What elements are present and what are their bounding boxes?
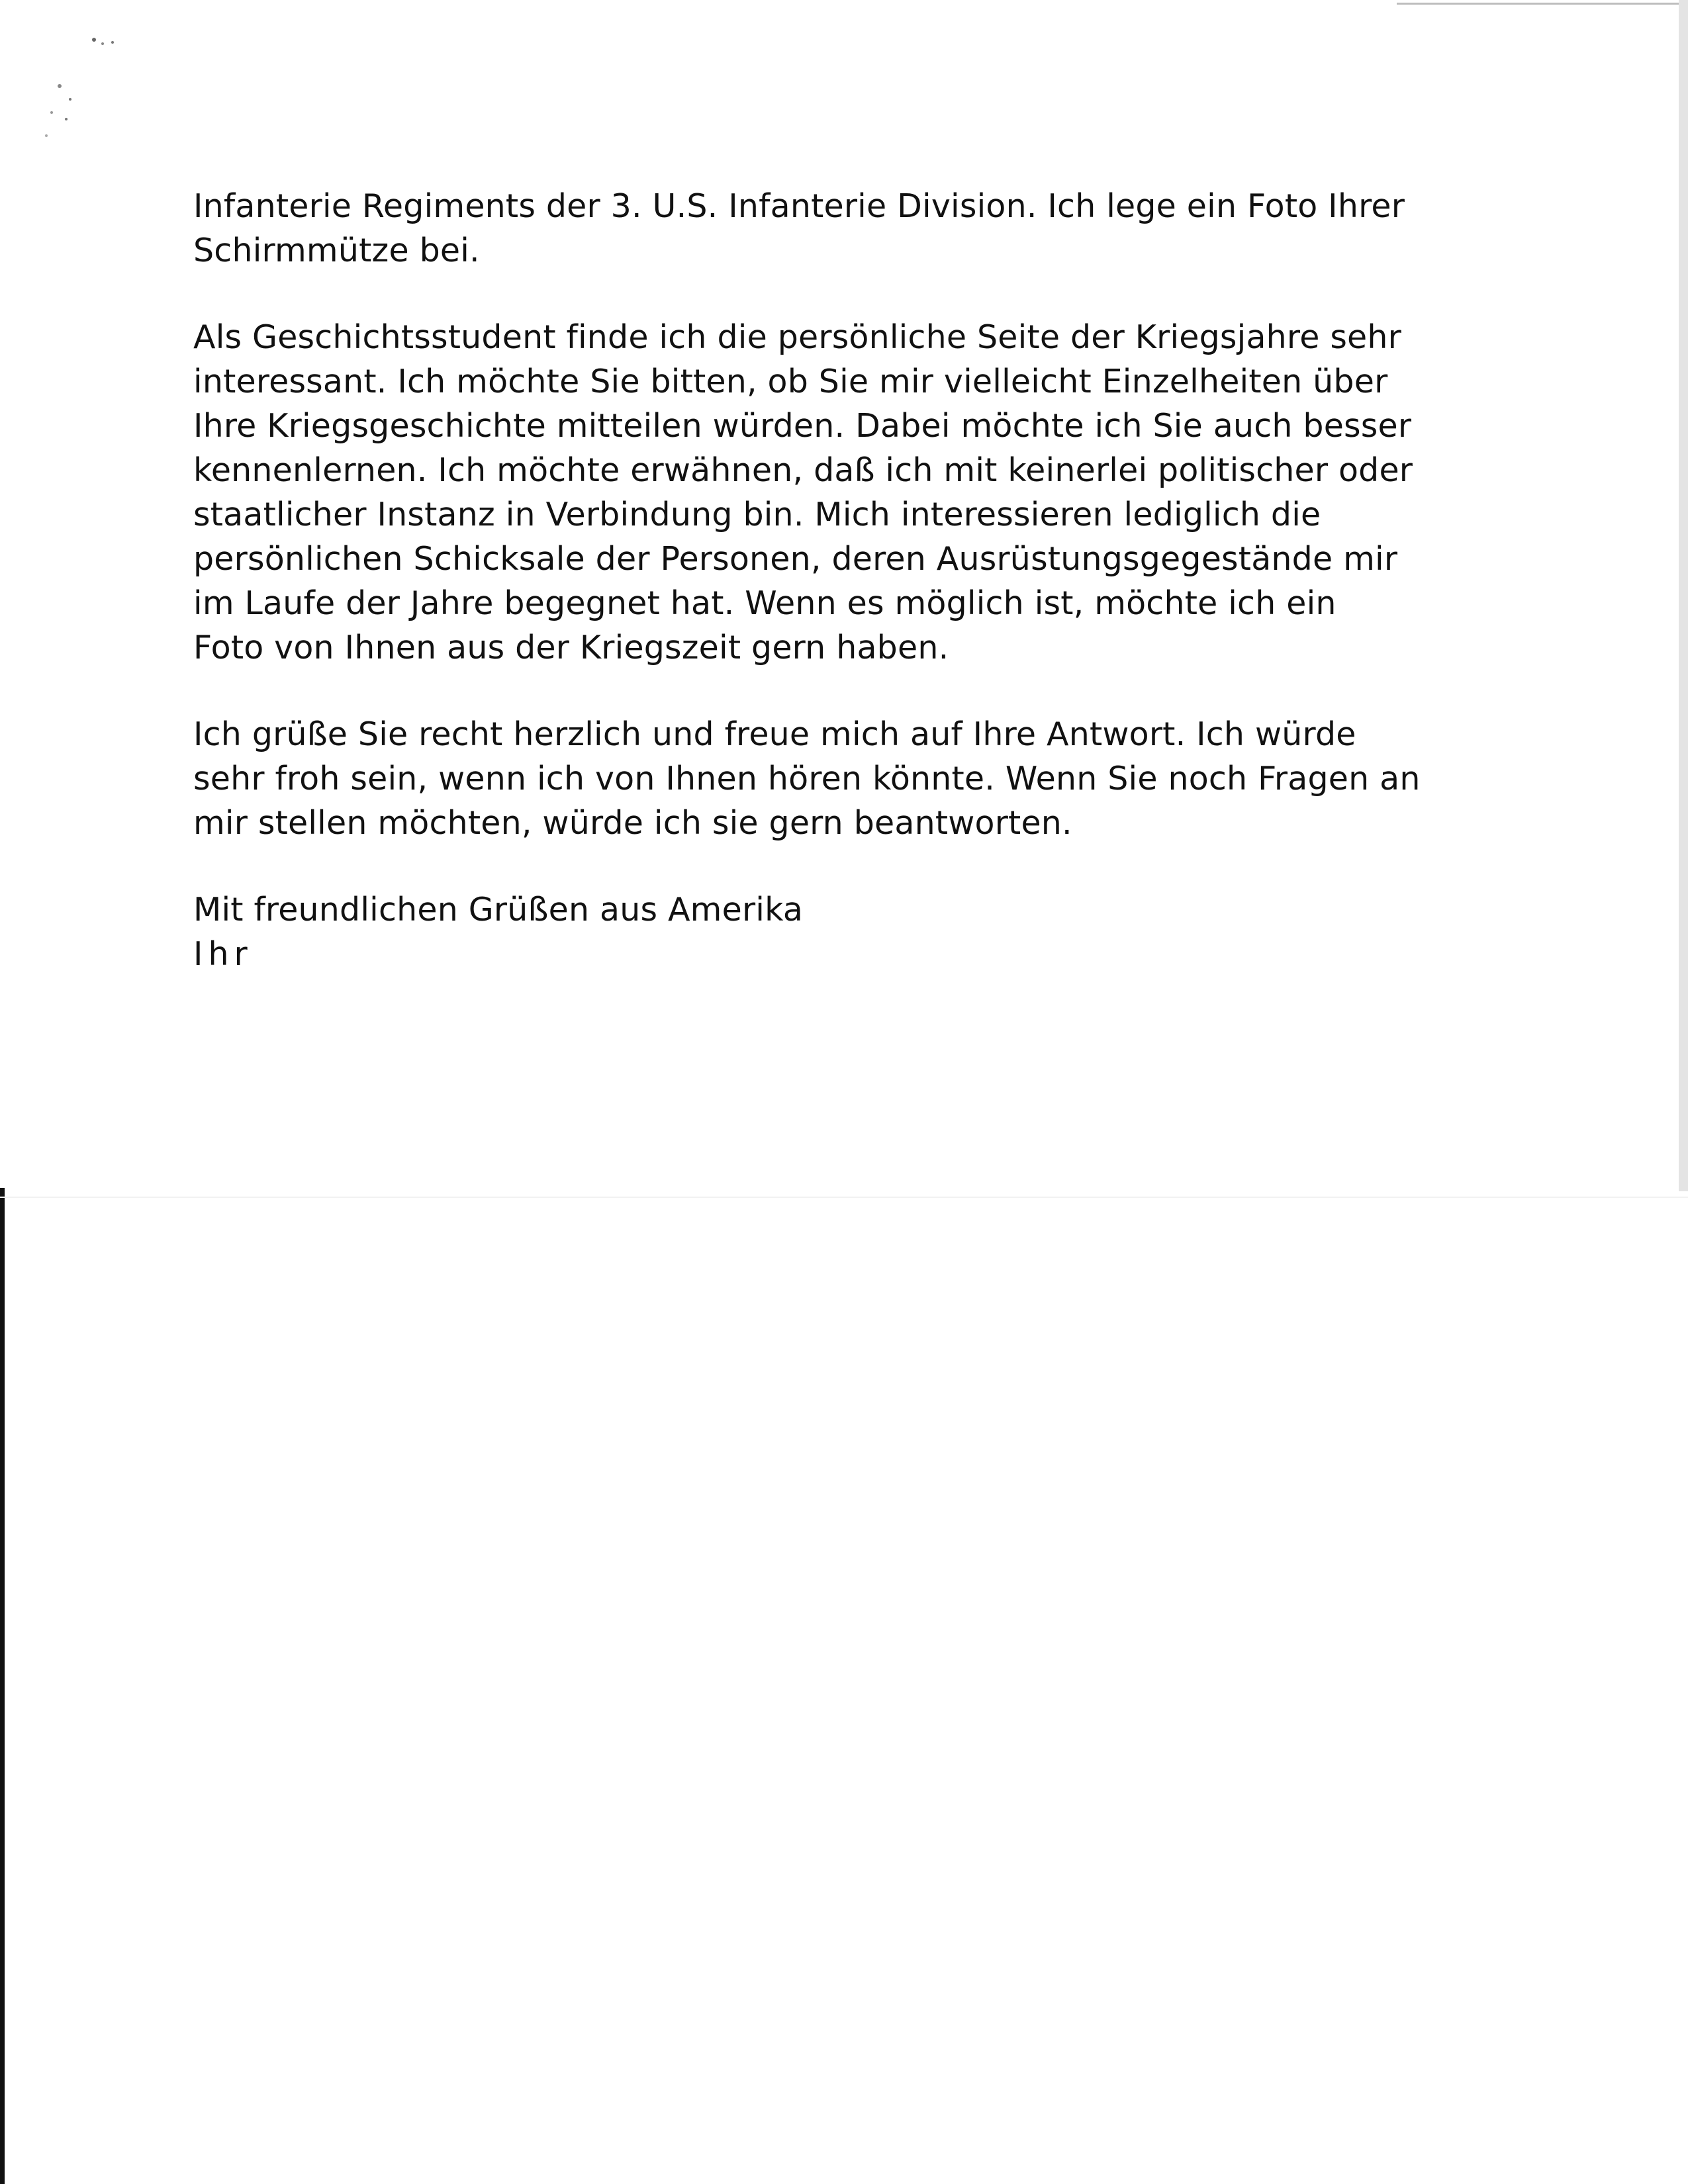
- scan-edge-line: [1397, 3, 1688, 5]
- paragraph-3: [193, 712, 1491, 845]
- letter-line: Infanterie Regiments der 3. U.S. Infanterie Division. Ich lege ein Foto Ihrer: [193, 187, 1405, 225]
- closing: [193, 887, 1491, 976]
- letter-line: Foto von Ihnen aus der Kriegszeit gern haben.: [193, 629, 949, 666]
- scan-fold-line: [0, 1197, 1688, 1198]
- paragraph-1: [193, 184, 1491, 273]
- letter-line: im Laufe der Jahre begegnet hat. Wenn es möglich ist, möchte ich ein: [193, 584, 1336, 622]
- scan-specks: [20, 20, 119, 152]
- letter-line: persönlichen Schicksale der Personen, deren Ausrüstungsgegestände mir: [193, 540, 1398, 578]
- letter-line: mir stellen möchten, würde ich sie gern beantworten.: [193, 804, 1072, 842]
- letter-line: Als Geschichtsstudent finde ich die persönliche Seite der Kriegsjahre sehr: [193, 318, 1402, 356]
- letter-body: [193, 184, 1491, 1019]
- closing-signoff: Ihr: [193, 935, 253, 973]
- scan-left-border: [0, 1188, 5, 2184]
- scan-right-shadow: [1679, 0, 1688, 1191]
- letter-line: sehr froh sein, wenn ich von Ihnen hören könnte. Wenn Sie noch Fragen an: [193, 760, 1421, 797]
- closing-salutation: Mit freundlichen Grüßen aus Amerika: [193, 891, 804, 929]
- letter-line: Ich grüße Sie recht herzlich und freue mich auf Ihre Antwort. Ich würde: [193, 715, 1356, 753]
- letter-line: interessant. Ich möchte Sie bitten, ob Sie mir vielleicht Einzelheiten über: [193, 363, 1388, 400]
- letter-line: Ihre Kriegsgeschichte mitteilen würden. Dabei möchte ich Sie auch besser: [193, 407, 1412, 445]
- letter-line: Schirmmütze bei.: [193, 232, 480, 269]
- letter-line: kennenlernen. Ich möchte erwähnen, daß ich mit keinerlei politischer oder: [193, 451, 1413, 489]
- letter-line: staatlicher Instanz in Verbindung bin. Mich interessieren lediglich die: [193, 496, 1321, 533]
- paragraph-2: [193, 315, 1491, 670]
